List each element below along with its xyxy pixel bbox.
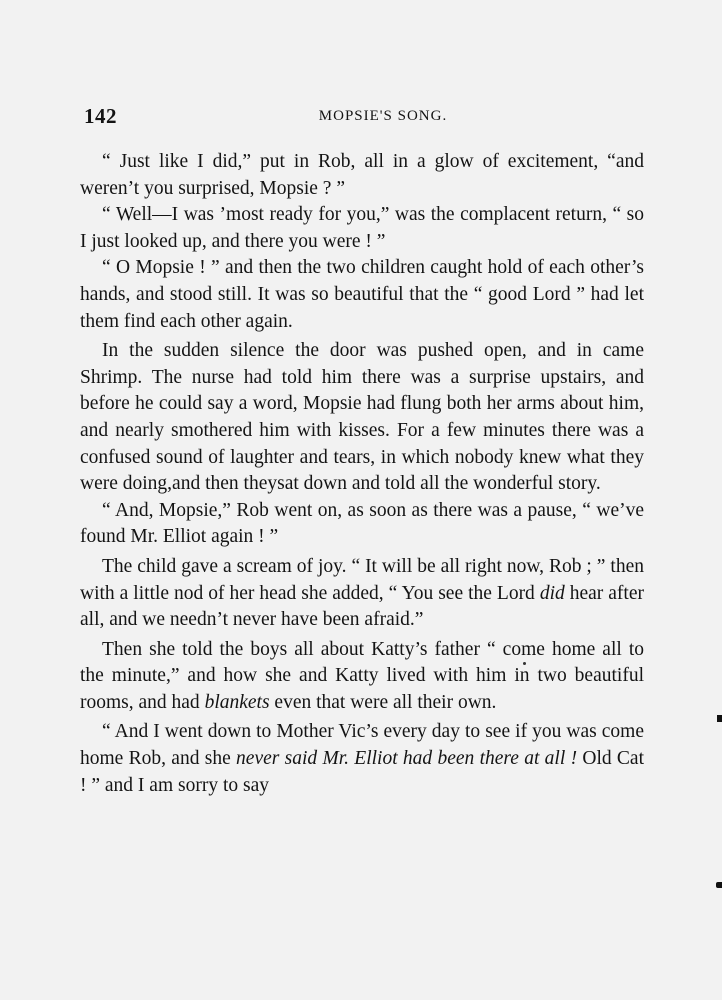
scan-edge-mark xyxy=(717,715,722,722)
text-run: “ Just like I did,” put in Rob, all in a glow of excitement, “and weren’t you surprised, Mopsie ? ” xyxy=(80,151,644,199)
scan-edge-mark xyxy=(716,882,722,888)
paragraph xyxy=(80,149,644,202)
text-run: hear after all, and we needn’t never have been afraid.” xyxy=(80,582,644,631)
running-head: MOPSIE'S SONG. xyxy=(318,108,448,124)
paragraph xyxy=(80,719,644,799)
paragraph xyxy=(80,498,644,551)
page-number: 142 xyxy=(84,104,117,128)
text-run: “ And, Mopsie,” Rob went on, as soon as there was a pause, “ we’ve found Mr. Elliot again ! ” xyxy=(80,499,644,548)
italic-text: did xyxy=(539,582,565,604)
text-run: Then she told the boys all about Katty’s father “ come home all to the minute,” and how she and Katty lived with him in two beautiful rooms, and had xyxy=(80,638,644,713)
italic-text: never said Mr. Elliot had been there at all ! xyxy=(236,748,578,770)
italic-text: blankets xyxy=(204,691,270,713)
text-run: “ And I went down to Mother Vic’s every day to see if you was come home Rob, and she xyxy=(80,721,644,770)
paragraph xyxy=(80,637,644,717)
text-run: In the sudden silence the door was pushed open, and in came Shrimp. The nurse had told him there was a surprise upstairs, and before he could say a word, Mopsie had flung both her arms about him, and nearly smothered him with kisses. For a few minutes there was a confused sound of laughter and tears, in which nobody knew what they were doing,and then theysat down and told all the wonderful story. xyxy=(80,340,644,495)
paragraph xyxy=(80,338,644,498)
paragraph xyxy=(80,255,644,335)
paragraph xyxy=(80,554,644,634)
text-run: Old Cat ! ” and I am sorry to say xyxy=(80,748,644,796)
page-header xyxy=(84,104,644,130)
text-run: even that were all their own. xyxy=(269,691,497,713)
text-run: The child gave a scream of joy. “ It will be all right now, Rob ; ” then with a little nod of her head she added, “ You see the Lord xyxy=(80,555,644,604)
ink-speck xyxy=(523,662,526,665)
body-text xyxy=(80,149,644,799)
text-run: “ O Mopsie ! ” and then the two children caught hold of each other’s hands, and stood still. It was so beautiful that the “ good Lord ” had let them find each other again. xyxy=(80,257,644,332)
text-run: “ Well—I was ’most ready for you,” was the complacent return, “ so I just looked up, and there you were ! ” xyxy=(80,204,644,252)
paragraph xyxy=(80,202,644,255)
